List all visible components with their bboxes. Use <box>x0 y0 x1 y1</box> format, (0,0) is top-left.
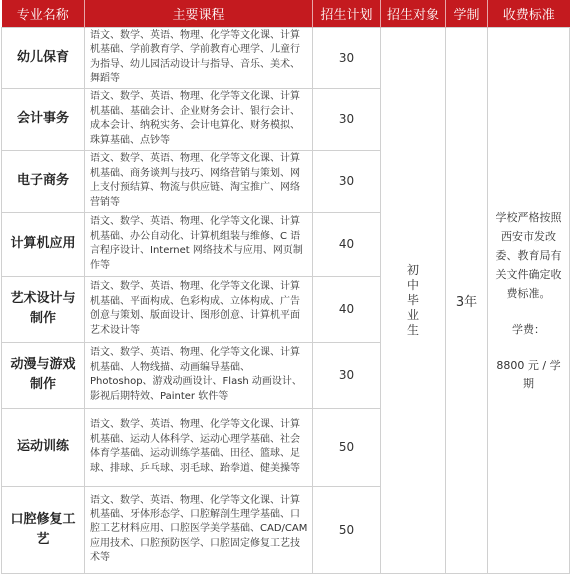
major-courses: 语文、数学、英语、物理、化学等文化课、计算机基础、办公自动化、计算机组装与维修、C 语言程序设计、Internet 网络技术与应用、网页制作等 <box>85 212 313 276</box>
header-fee: 收费标准 <box>488 0 570 28</box>
header-row <box>2 0 570 28</box>
major-name: 电子商务 <box>2 150 85 212</box>
header-plan: 招生计划 <box>313 0 381 28</box>
major-courses: 语文、数学、英语、物理、化学等文化课、计算机基础、学前教育学、学前教育心理学、儿童行为指导、幼儿园活动设计与指导、音乐、美术、舞蹈等 <box>85 28 313 89</box>
duration: 3年 <box>446 28 488 574</box>
enrollment-plan: 30 <box>313 150 381 212</box>
major-courses: 语文、数学、英语、物理、化学等文化课、计算机基础、运动人体科学、运动心理学基础、社会体育学基础、运动训练学基础、田径、篮球、足球、排球、乒乓球、羽毛球、跆拳道、健美操等 <box>85 408 313 486</box>
enrollment-plan: 40 <box>313 276 381 342</box>
major-name: 会计事务 <box>2 88 85 150</box>
enrollment-table <box>1 0 570 574</box>
major-courses: 语文、数学、英语、物理、化学等文化课、计算机基础、平面构成、色彩构成、立体构成、广告创意与策划、版面设计、图形创意、计算机平面艺术设计等 <box>85 276 313 342</box>
enrollment-plan: 50 <box>313 408 381 486</box>
header-courses: 主要课程 <box>85 0 313 28</box>
major-name: 运动训练 <box>2 408 85 486</box>
major-name: 幼儿保育 <box>2 28 85 89</box>
major-name: 口腔修复工艺 <box>2 486 85 573</box>
enrollment-target <box>381 28 446 574</box>
enrollment-plan: 30 <box>313 28 381 89</box>
fee-note: 学校严格按照西安市发改委、教育局有关文件确定收费标准。 <box>495 210 562 300</box>
major-name: 动漫与游戏制作 <box>2 342 85 408</box>
enrollment-plan: 30 <box>313 342 381 408</box>
enrollment-plan: 40 <box>313 212 381 276</box>
header-target: 招生对象 <box>381 0 446 28</box>
fee-standard <box>488 28 570 574</box>
enrollment-plan: 30 <box>313 88 381 150</box>
major-courses: 语文、数学、英语、物理、化学等文化课、计算机基础、基础会计、企业财务会计、银行会计、成本会计、纳税实务、会计电算化、财务模拟、珠算基础、点钞等 <box>85 88 313 150</box>
major-name: 计算机应用 <box>2 212 85 276</box>
fee-label: 学费： <box>512 322 545 336</box>
table-row <box>2 28 570 89</box>
enrollment-target-text: 初中毕业生 <box>406 262 419 337</box>
major-courses: 语文、数学、英语、物理、化学等文化课、计算机基础、商务谈判与技巧、网络营销与策划、网上支付预结算、物流与供应链、淘宝推广、网络营销等 <box>85 150 313 212</box>
major-courses: 语文、数学、英语、物理、化学等文化课、计算机基础、人物线描、动画编导基础、Photoshop、游戏动画设计、Flash 动画设计、影视后期特效、Painter 软件等 <box>85 342 313 408</box>
major-name: 艺术设计与制作 <box>2 276 85 342</box>
header-duration: 学制 <box>446 0 488 28</box>
fee-value: 8800 元 / 学期 <box>496 358 561 390</box>
major-courses: 语文、数学、英语、物理、化学等文化课、计算机基础、牙体形态学、口腔解剖生理学基础、口腔工艺材料应用、口腔医学美学基础、CAD/CAM 应用技术、口腔预防医学、口腔固定修复工艺技术等 <box>85 486 313 573</box>
enrollment-plan: 50 <box>313 486 381 573</box>
header-major: 专业名称 <box>2 0 85 28</box>
